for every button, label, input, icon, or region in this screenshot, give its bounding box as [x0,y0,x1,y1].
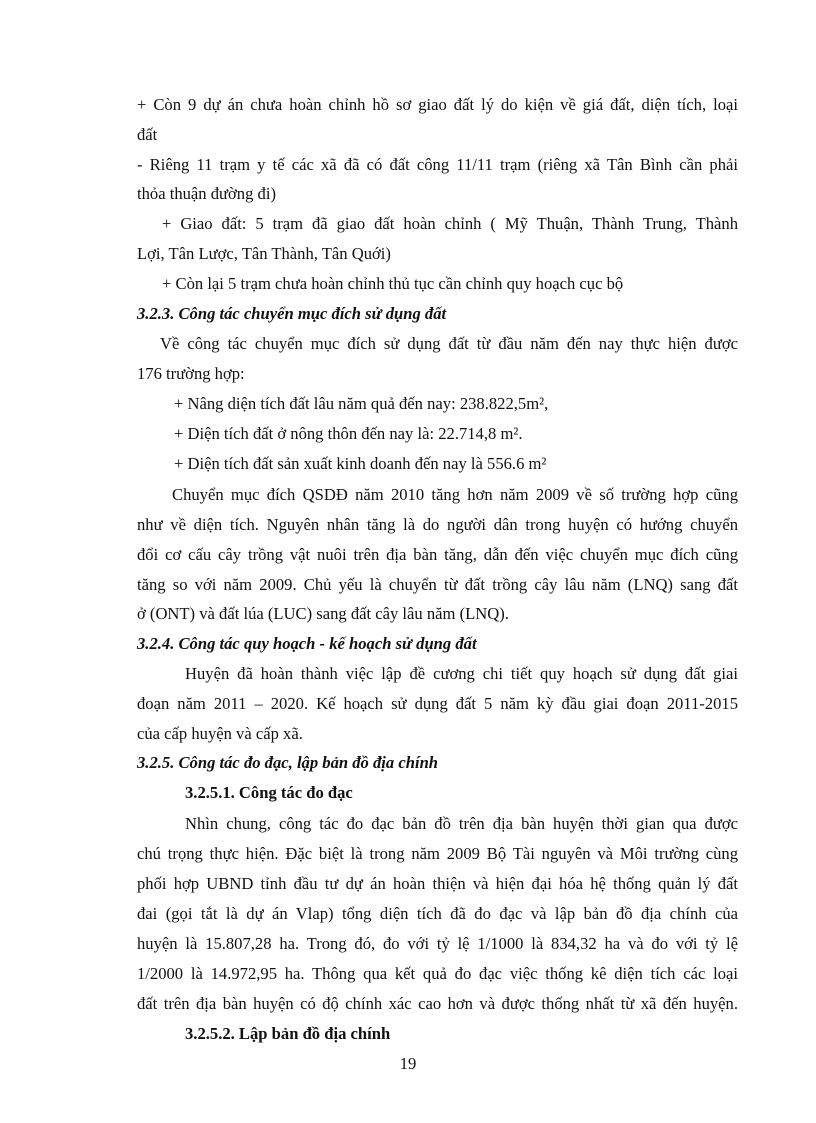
section-heading: 3.2.3. Công tác chuyển mục đích sử dụng đất [137,304,447,323]
text-line: Về công tác chuyển mục đích sử dụng đất từ đầu năm đến nay thực hiện được [160,334,738,353]
text-line: + Diện tích đất sản xuất kinh doanh đến nay là 556.6 m² [174,454,547,473]
text-line: Chuyển mục đích QSDĐ năm 2010 tăng hơn năm 2009 về số trường hợp cũng [172,485,738,504]
text-line: đai (gọi tắt là dự án Vlap) tổng diện tích đã đo đạc và lập bản đồ địa chính của [137,904,738,923]
section-heading: 3.2.4. Công tác quy hoạch - kế hoạch sử dụng đất [137,634,477,653]
text-line: Nhìn chung, công tác đo đạc bản đồ trên địa bàn huyện thời gian qua được [185,814,738,833]
text-line: thỏa thuận đường đi) [137,184,276,203]
text-line: đất trên địa bàn huyện có độ chính xác cao hơn và được thống nhất từ xã đến huyện. [137,994,738,1013]
subsection-heading: 3.2.5.2. Lập bản đồ địa chính [185,1024,391,1043]
text-line: đoạn năm 2011 – 2020. Kế hoạch sử dụng đất 5 năm kỳ đầu giai đoạn 2011-2015 [137,694,738,713]
text-line: 176 trường hợp: [137,364,245,383]
text-line: + Còn lại 5 trạm chưa hoàn chỉnh thủ tục cần chỉnh quy hoạch cục bộ [162,274,624,293]
text-line: đổi cơ cấu cây trồng vật nuôi trên địa bàn tăng, dẫn đến việc chuyển mục đích cũng [137,545,738,564]
text-line: như về diện tích. Nguyên nhân tăng là do người dân trong huyện có hướng chuyển [137,515,738,534]
text-line: của cấp huyện và cấp xã. [137,724,303,743]
text-line: Lợi, Tân Lược, Tân Thành, Tân Quới) [137,244,391,263]
text-line: Huyện đã hoàn thành việc lập đề cương chi tiết quy hoạch sử dụng đất giai [185,664,738,683]
text-line: + Nâng diện tích đất lâu năm quả đến nay: 238.822,5m², [174,394,549,413]
text-line: - Riêng 11 trạm y tế các xã đã có đất công 11/11 trạm (riêng xã Tân Bình cần phải [137,155,738,174]
text-line: + Diện tích đất ở nông thôn đến nay là: 22.714,8 m². [174,424,523,443]
text-line: tăng so với năm 2009. Chủ yếu là chuyển từ đất trồng cây lâu năm (LNQ) sang đất [137,575,738,594]
text-line: huyện là 15.807,28 ha. Trong đó, đo với tỷ lệ 1/1000 là 834,32 ha và đo với tỷ lệ [137,934,738,953]
text-line: đất [137,125,158,144]
text-line: 1/2000 là 14.972,95 ha. Thông qua kết quả đo đạc việc thống kê diện tích các loại [137,964,738,983]
text-line: + Giao đất: 5 trạm đã giao đất hoàn chỉnh ( Mỹ Thuận, Thành Trung, Thành [162,214,738,233]
text-line: phối hợp UBND tỉnh đầu tư dự án hoàn thiện và hiện đại hóa hệ thống quản lý đất [137,874,738,893]
text-line: ở (ONT) và đất lúa (LUC) sang đất cây lâu năm (LNQ). [137,604,509,623]
section-heading: 3.2.5. Công tác đo đạc, lập bản đồ địa chính [137,753,439,772]
subsection-heading: 3.2.5.1. Công tác đo đạc [185,783,353,802]
page-number: 19 [399,1054,417,1073]
text-line: chú trọng thực hiện. Đặc biệt là trong năm 2009 Bộ Tài nguyên và Môi trường cùng [137,844,738,863]
text-line: + Còn 9 dự án chưa hoàn chỉnh hồ sơ giao đất lý do kiện về giá đất, diện tích, loại [137,95,738,114]
